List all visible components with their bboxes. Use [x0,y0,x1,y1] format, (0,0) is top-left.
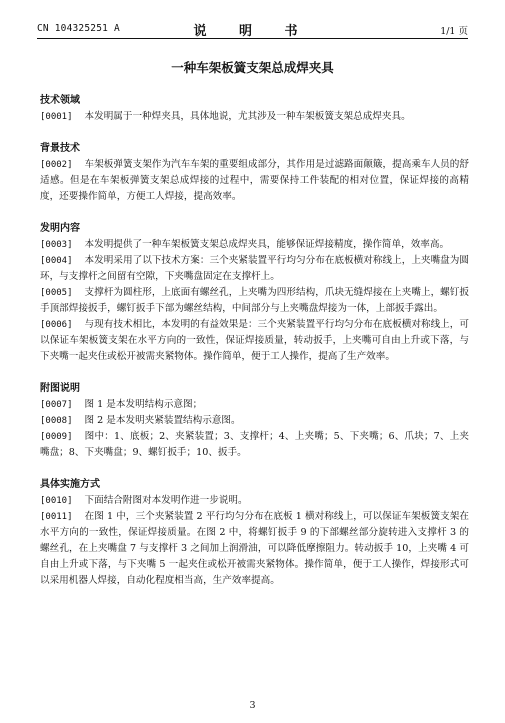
page-label: 1/1 页 [440,26,468,37]
section-heading-embodiment: 具体实施方式 [40,479,100,490]
paragraph [40,317,469,365]
paragraph [40,413,469,429]
paragraph-number: [0008] [40,416,73,426]
header-rule [37,38,468,39]
section-heading-content: 发明内容 [40,223,80,234]
patent-title: 一种车架板簧支架总成焊夹具 [171,60,334,75]
paragraph-text: 本发明采用了以下技术方案：三个夹紧装置平行均匀分布在底板横对称线上，上夹嘴盘为圆环，与支撑杆之间留有空隙，下夹嘴盘固定在支撑杆上。 [40,255,469,282]
paragraph-number: [0001] [40,112,73,122]
paragraph [40,493,469,509]
paragraph-number: [0005] [40,288,73,298]
paragraph-text: 图 2 是本发明夹紧装置结构示意图。 [84,415,241,426]
paragraph-text: 与现有技术相比，本发明的有益效果是：三个夹紧装置平行均匀分布在底板横对称线上，可以保证车架板簧支架在水平方向的一致性，保证焊接质量，转动扳手，上夹嘴可自由上升或下落，与下夹嘴一起夹住或松开被需夹紧物体。操作简单，便于工人操作，提高了生产效率。 [40,319,469,362]
paragraph-number: [0007] [40,400,73,410]
paragraph-text: 图中：1、底板；2、夹紧装置；3、支撑杆；4、上夹嘴；5、下夹嘴；6、爪块；7、上夹嘴盘；8、下夹嘴盘；9、螺钉扳手；10、扳手。 [40,431,469,458]
document-type: 说 明 书 [193,24,312,39]
paragraph-text: 图 1 是本发明结构示意图； [84,399,203,410]
paragraph-number: [0006] [40,320,73,330]
paragraph-text: 本发明属于一种焊夹具，具体地说，尤其涉及一种车架板簧支架总成焊夹具。 [84,111,411,122]
paragraph-number: [0009] [40,432,73,442]
paragraph-number: [0010] [40,496,73,506]
paragraph-text: 车架板弹簧支架作为汽车车架的重要组成部分，其作用是过滤路面颠簸，提高乘车人员的舒适感。但是在车架板弹簧支架总成焊接的过程中，需要保持工件装配的相对位置，保证焊接的高精度，还要操作简单，方便工人焊接，提高效率。 [40,159,469,202]
paragraph-number: [0003] [40,240,73,250]
section-heading-figures: 附图说明 [40,383,80,394]
page-number: 3 [249,700,256,711]
paragraph-text: 本发明提供了一种车架板簧支架总成焊夹具，能够保证焊接精度，操作简单，效率高。 [84,239,450,250]
paragraph [40,253,469,285]
paragraph [40,109,469,125]
paragraph-number: [0002] [40,160,73,170]
paragraph [40,397,469,413]
section-heading-tech-field: 技术领域 [40,95,80,106]
paragraph-number: [0004] [40,256,73,266]
paragraph [40,285,469,317]
paragraph-text: 支撑杆为圆柱形，上底面有螺丝孔，上夹嘴为四形结构，爪块无缝焊接在上夹嘴上，螺钉扳手顶部焊接扳手，螺钉扳手下部为螺丝结构，中间部分与上夹嘴盘焊接为一体，上部扳手露出。 [40,287,469,314]
publication-number: CN 104325251 A [37,23,120,34]
paragraph [40,429,469,461]
paragraph-text: 在图 1 中，三个夹紧装置 2 平行均匀分布在底板 1 横对称线上，可以保证车架板簧支架在水平方向的一致性，保证焊接质量。在图 2 中，将螺钉扳手 9 的下部螺丝部分旋转进入支撑杆 3 的螺丝孔，在上夹嘴盘 7 与支撑杆 3 之间加上润滑油，可以降低摩擦阻力。转动扳手 10，上夹嘴 4 可自由上升或下落，与下夹嘴 5 一起夹住或松开被需夹紧物体。操作简单，便于工人操作，焊接形式可以采用机器人焊接，自动化程度相当高，生产效率提高。 [40,511,469,586]
section-heading-background: 背景技术 [40,143,80,154]
paragraph [40,509,469,589]
paragraph [40,157,469,205]
paragraph-text: 下面结合附图对本发明作进一步说明。 [84,495,248,506]
paragraph [40,237,469,253]
paragraph-number: [0011] [40,512,73,522]
document-body [40,93,469,589]
